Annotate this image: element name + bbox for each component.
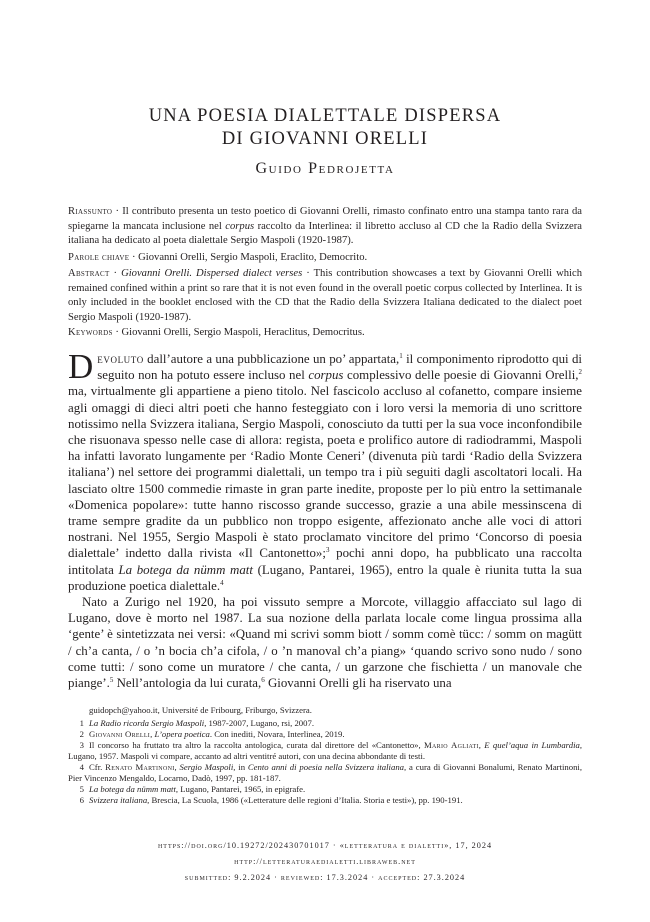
footnote-number: 1 [79, 718, 84, 728]
footnote-5 [68, 784, 582, 795]
footnote-number: 6 [79, 795, 84, 805]
footnote-text: , in [233, 762, 248, 772]
body-text: complessivo delle poesie di Giovanni Orelli, [343, 368, 579, 383]
riassunto-label: Riassunto [68, 206, 113, 217]
parole-chiave-label: Parole chiave [68, 252, 130, 263]
journal-url-footer[interactable]: http://letteraturaedialetti.libraweb.net [234, 857, 416, 866]
footnote-italic: La Radio ricorda Sergio Maspoli [89, 718, 205, 728]
riassunto-corpus: corpus [225, 220, 255, 232]
doi-footer[interactable]: https://doi.org/10.19272/202430701017 · «letteratura e dialetti», 17, 2024 [157, 841, 493, 850]
footnote-ref-4[interactable]: 4 [220, 578, 224, 587]
footnote-text: , [174, 762, 180, 772]
abstract-section [68, 267, 582, 325]
footnote-ref-2[interactable]: 2 [578, 368, 582, 377]
submission-dates-footer: submitted: 9.2.2024 · reviewed: 17.3.2024 · accepted: 27.3.2024 [184, 873, 466, 882]
footnote-author: Giovanni Orelli [89, 729, 151, 739]
body-text: il componimento riprodotto qui di seguito non ha potuto essere incluso nel [97, 352, 582, 383]
riassunto-text-2: raccolto da Interlinea: il libretto accluso al CD che la Radio della Svizzera italiana ha dedicato al poeta dialettale Sergio Maspoli (1920-1987). [68, 220, 582, 247]
author-name: Guido Pedrojetta [255, 160, 395, 177]
body-italic-book-title: La botega da nümm matt [118, 562, 253, 577]
footnote-1 [68, 718, 582, 729]
body-italic-corpus: corpus [308, 368, 344, 383]
article-body [68, 347, 582, 691]
footnote-italic: Cento anni di poesia nella Svizzera italiana [247, 762, 405, 772]
footnote-text: , [478, 740, 485, 750]
footnote-author: Renato Martinoni [105, 762, 175, 772]
abstract-text: · This contribution showcases a text by Giovanni Orelli which remained confined within a print so rare that it is not even found in the overall poetic corpus collected by Interlinea. It is only included in the booklet enclosed with the CD that the Radio della Svizzera Italiana dedicated to the dialect poet Sergio Maspoli (1920-1987). [68, 268, 582, 323]
body-paragraph-1 [68, 347, 582, 594]
body-text: Nato a Zurigo nel 1920, ha poi vissuto sempre a Morcote, villaggio affacciato sul lago di Lugano, dove è morto nel 1987. La sua nozione della parlata locale come lingua prossima alla ‘gente’ è sintetizzata nei versi: «Quand mi scrivi somm biott / somm comè tücc: / somm on magütt / ch’a canta, / o ’n bocia ch’a cifola, / o ’n manoval ch’a piang» ‘quando scrivo sono nudo / sono come tutti: / sono come un muratore / che canta, / un garzone che fischietta / un manovale che piange’. [68, 595, 582, 691]
footnote-number: 5 [79, 784, 84, 794]
footnote-text: , Lugano, Pantarei, 1965, in epigrafe. [175, 784, 306, 794]
footnote-2 [68, 729, 582, 740]
footnote-ref-5[interactable]: 5 [109, 676, 114, 685]
footnote-text: Cfr. [89, 762, 106, 772]
footnote-italic: Svizzera italiana [89, 795, 148, 805]
abstract-title: Giovanni Orelli. Dispersed dialect verses [121, 268, 303, 279]
footnote-3 [68, 740, 582, 762]
keywords-section [68, 326, 582, 341]
parole-chiave-section [68, 251, 582, 266]
article-title-line-2: DI GIOVANNI ORELLI [221, 129, 429, 149]
parole-chiave-text: · Giovanni Orelli, Sergio Maspoli, Eraclito, Democrito. [129, 252, 368, 263]
riassunto-text: · Il contributo presenta un testo poetico di Giovanni Orelli, rimasto confinato entro una stampa tanto rara da spiegarne la mancata inclusione nel [68, 206, 582, 232]
body-text: ma, virtualmente gli appartiene a pieno titolo. Nel fascicolo accluso al cofanetto, compare insieme agli omaggi di dieci altri poeti che hanno festeggiato con i loro versi la memoria di uno scrittore notissimo nella Svizzera italiana, Sergio Maspoli, conosciuto da tutti per la sua voce inconfondibile che risuonava spesso nelle case di allora: regista, poeta e prolifico autore di radiodrammi, Maspoli ha infatti lavorato lungamente per ‘Radio Monte Ceneri’ (divenuta più tardi ‘Radio della Svizzera italiana’) nel settore dei programmi dialettali, un tempo tra i più seguiti dagli ascoltatori locali. Ha lasciato oltre 1500 commedie rimaste in gran parte inedite, proposte per lo più entro la settimanale «Domenica popolare»: tutte hanno riscosso grande successo, grazie a una abile messinscena di trame sempre gradite da un pubblico non troppo esigente, affezionato anche alle voci di attori nostrani. Nel 1955, Sergio Maspoli è stato proclamato vincitore del primo ‘Concorso di poesia dialettale’ indetto dalla rivista «Il Cantonetto»; [68, 384, 582, 561]
abstract-sep: · [109, 268, 122, 279]
body-text: pochi anni dopo, ha pubblicato una raccolta intitolata [68, 546, 582, 577]
footnote-number: 3 [79, 740, 84, 750]
keywords-text: · Giovanni Orelli, Sergio Maspoli, Heraclitus, Democritus. [112, 327, 365, 338]
footnote-ref-6[interactable]: 6 [261, 676, 265, 685]
footnotes [68, 718, 582, 806]
body-text: (Lugano, Pantarei, 1965), entro la quale è riunita tutta la sua produzione poetica dialettale. [68, 562, 582, 593]
footnote-text: , 1987-2007, Lugano, rsi, 2007. [204, 718, 314, 728]
footnote-author: Mario Agliati [424, 740, 479, 750]
footnote-italic: Sergio Maspoli [179, 762, 234, 772]
footnote-text: . Con inediti, Novara, Interlinea, 2019. [209, 729, 345, 739]
body-paragraph-2 [68, 594, 582, 691]
author-affiliation: guidopch@yahoo.it, Université de Fribourg, Friburgo, Svizzera. [89, 705, 312, 715]
footnote-text: , Lugano, 1957. Maspoli vi compare, accanto ad altri ventitré autori, con una decina abbondante di testi. [68, 740, 582, 761]
footnote-text: Il concorso ha fruttato tra altro la raccolta antologica, curata dal direttore del «Cantonetto», [89, 740, 425, 750]
footnote-italic: L’opera poetica [154, 729, 210, 739]
abstract-label: Abstract [68, 268, 110, 279]
body-text: Giovanni Orelli gli ha riservato una [264, 676, 452, 691]
body-text: Nell’antologia da lui curata, [113, 676, 262, 691]
footnote-ref-1[interactable]: 1 [399, 352, 403, 360]
footnote-text: , Brescia, La Scuola, 1986 («Letterature delle regioni d’Italia. Storia e testi»), pp. 190-191. [147, 795, 463, 805]
footnote-6 [68, 795, 582, 806]
footnote-text: , [150, 729, 155, 739]
footnote-number: 4 [79, 762, 84, 772]
opening-word: evoluto [97, 352, 144, 366]
body-text: dall’autore a una pubblicazione un po’ appartata, [143, 352, 400, 366]
footnote-4 [68, 762, 582, 784]
footnote-italic: E quel’aqua in Lumbardia [484, 740, 580, 750]
article-title-line-1: UNA POESIA DIALETTALE DISPERSA [148, 106, 502, 126]
footnote-ref-3[interactable]: 3 [325, 546, 330, 555]
drop-cap: D [68, 347, 94, 386]
footnote-number: 2 [79, 729, 84, 739]
keywords-label: Keywords [68, 327, 113, 338]
footnote-text: , a cura di Giovanni Bonalumi, Renato Martinoni, Pier Vincenzo Mengaldo, Locarno, Dadò, 1997, pp. 181-187. [68, 762, 583, 783]
footnote-italic: La botega da nümm matt [89, 784, 176, 794]
riassunto-section [68, 205, 582, 249]
